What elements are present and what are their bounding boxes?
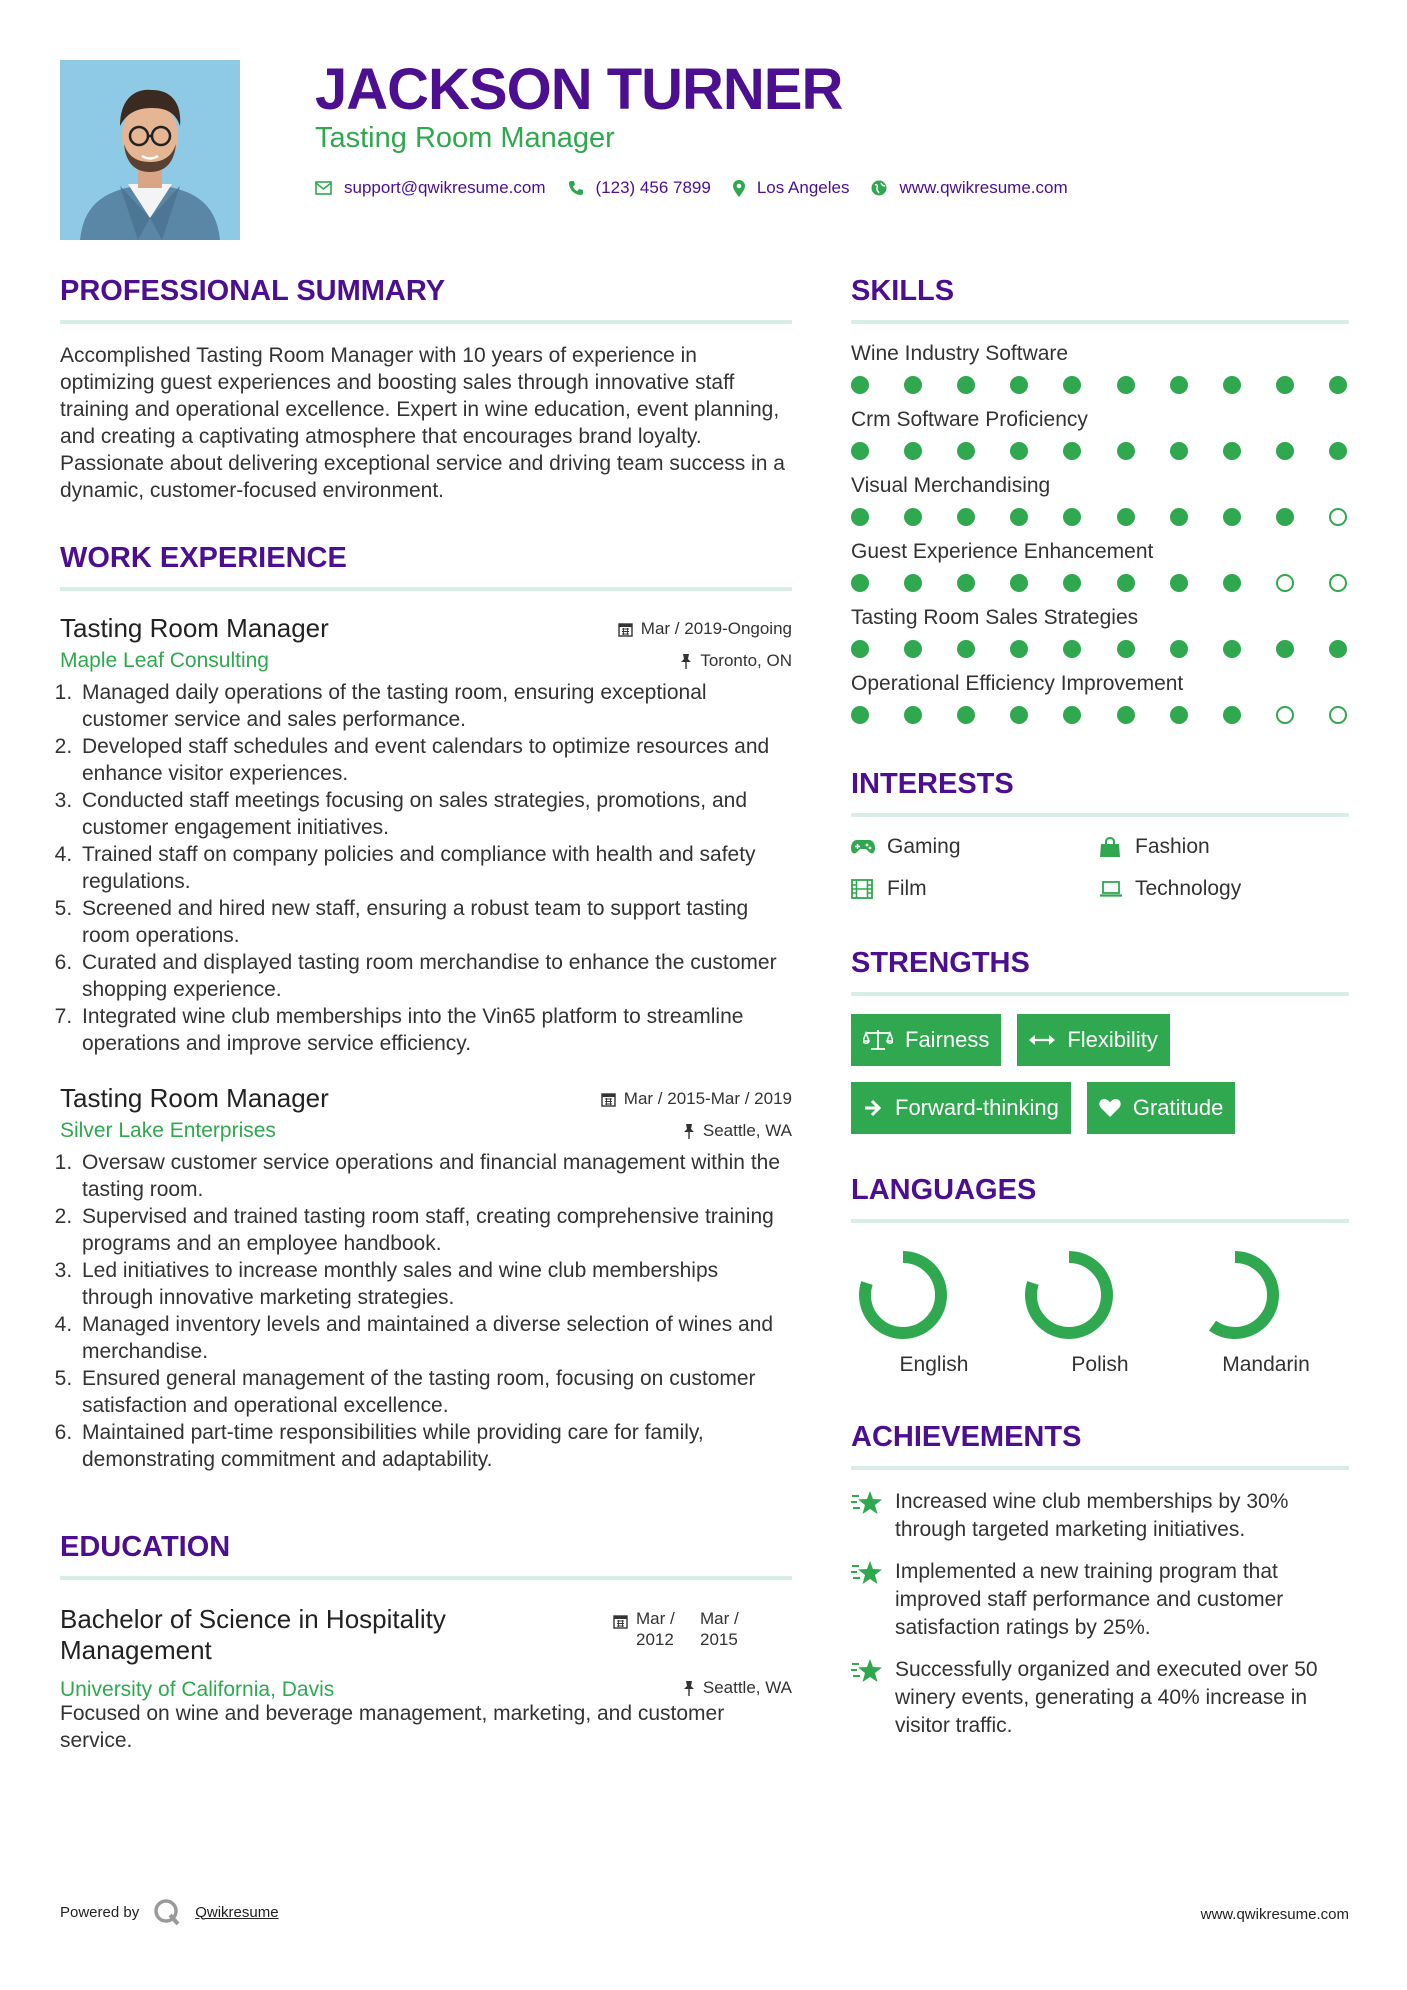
list-item: 4. Managed inventory levels and maintained a diverse selection of wines and merchandise. [78,1311,792,1365]
skill-dot-filled [1329,640,1347,658]
achievement-item [851,1656,1349,1740]
skill-dot-filled [1010,376,1028,394]
interest-label: Film [887,877,927,900]
skill-name: Operational Efficiency Improvement [851,672,1184,695]
candidate-title: Tasting Room Manager [315,122,615,154]
list-item: 2. Supervised and trained tasting room staff, creating comprehensive training programs and an employee handbook. [78,1203,792,1257]
strength-tag [1087,1082,1236,1134]
skill-dot-empty [1329,508,1347,526]
skill-dot-filled [1117,442,1135,460]
achievement-text: Successfully organized and executed over 50 winery events, generating a 40% increase in visitor traffic. [895,1658,1318,1737]
skill-dot-filled [1010,574,1028,592]
skill-dot-filled [957,574,975,592]
heart-icon [1099,1098,1121,1118]
strength-label: Fairness [905,1027,990,1052]
skill-dot-filled [1170,442,1188,460]
summary-heading: PROFESSIONAL SUMMARY [60,275,792,324]
right-column [851,275,1349,1754]
job-company: Silver Lake Enterprises [60,1119,276,1142]
skill-dot-filled [957,508,975,526]
skill-dot-filled [957,706,975,724]
job-dates-text: Mar / 2019-Ongoing [640,619,792,638]
achievement-text: Increased wine club memberships by 30% through targeted marketing initiatives. [895,1490,1289,1541]
powered-by-label: Powered by [60,1903,140,1921]
job-location [683,1121,792,1141]
contact-location-text: Los Angeles [756,178,850,197]
skill-dot-filled [1170,706,1188,724]
skill-dot-filled [1223,574,1241,592]
skill-dot-filled [1117,376,1135,394]
skill-item [851,606,1349,658]
achievements-heading: ACHIEVEMENTS [851,1421,1349,1470]
skill-dot-filled [904,640,922,658]
skill-rating [851,508,1349,526]
skill-dot-filled [1117,574,1135,592]
strength-tag [851,1082,1071,1134]
strengths-heading: STRENGTHS [851,947,1349,996]
envelope-icon [315,181,332,195]
balance-scale-icon [863,1029,893,1051]
education-entry [60,1598,792,1701]
skill-dot-filled [1329,442,1347,460]
skill-dot-filled [1329,376,1347,394]
skill-dot-empty [1276,706,1294,724]
skill-dot-filled [957,640,975,658]
skill-dot-filled [1223,442,1241,460]
language-item [1183,1241,1349,1377]
skill-dot-filled [1223,508,1241,526]
job-location-text: Toronto, ON [700,651,792,670]
skill-dot-filled [957,376,975,394]
skill-rating [851,706,1349,724]
strength-label: Gratitude [1132,1095,1224,1120]
job-company: Maple Leaf Consulting [60,649,269,672]
list-item: 7. Integrated wine club memberships into the Vin65 platform to streamline operations and improve service efficiency. [78,1003,792,1057]
skills-heading: SKILLS [851,275,1349,324]
footer-site[interactable]: www.qwikresume.com [1200,1906,1349,1923]
language-item [1017,1241,1183,1377]
gamepad-icon [851,839,875,855]
skill-dot-filled [851,508,869,526]
arrow-right-icon [863,1098,883,1118]
interest-item [851,877,1099,901]
skill-name: Guest Experience Enhancement [851,540,1154,563]
strengths-list [851,1014,1349,1134]
job-role: Tasting Room Manager [60,1083,329,1113]
calendar-icon [618,622,633,637]
education-location-text: Seattle, WA [702,1678,792,1697]
skill-item [851,474,1349,526]
strength-label: Flexibility [1067,1027,1158,1052]
job-entry [60,1079,792,1473]
skill-dot-filled [904,508,922,526]
language-item [851,1241,1017,1377]
education-degree: Bachelor of Science in Hospitality Management [60,1604,446,1665]
skill-name: Crm Software Proficiency [851,408,1088,431]
achievement-text: Implemented a new training program that improved staff performance and customer satisfaction ratings by 25%. [895,1560,1284,1639]
list-item: 6. Maintained part-time responsibilities while providing care for family, demonstrating commitment and adaptability. [78,1419,792,1473]
job-dates [601,1089,792,1109]
qwikresume-logo-icon [153,1898,181,1926]
skill-dot-filled [1170,574,1188,592]
skill-dot-filled [1063,706,1081,724]
interest-item [851,835,1099,859]
language-name: Mandarin [1222,1353,1310,1376]
skill-dot-empty [1329,574,1347,592]
skill-dot-filled [1223,706,1241,724]
strength-label: Forward-thinking [895,1095,1059,1120]
skill-dot-filled [851,376,869,394]
candidate-name: JACKSON TURNER [315,57,843,122]
left-column [60,275,792,1754]
skill-dot-filled [1063,574,1081,592]
list-item: 5. Screened and hired new staff, ensuring a robust team to support tasting room operations. [78,895,792,949]
list-item: 5. Ensured general management of the tasting room, focusing on customer satisfaction and operational excellence. [78,1365,792,1419]
film-icon [851,879,875,899]
calendar-icon [601,1092,616,1107]
education-location [683,1678,792,1698]
skill-dot-filled [1010,706,1028,724]
phone-icon [568,180,584,196]
arrows-horizontal-icon [1029,1033,1055,1047]
pushpin-icon [683,1124,695,1139]
skill-dot-empty [1329,706,1347,724]
contact-bar [315,178,1090,198]
skill-dot-filled [904,376,922,394]
list-item: 3. Conducted staff meetings focusing on sales strategies, promotions, and customer engagement initiatives. [78,787,792,841]
contact-phone[interactable] [568,178,711,198]
skill-dot-filled [904,574,922,592]
job-location-text: Seattle, WA [702,1121,792,1140]
summary-text: Accomplished Tasting Room Manager with 10 years of experience in optimizing guest experiences and boosting sales through innovative staff training and operational excellence. Expert in wine education, event planning, and creating a captivating atmosphere that encourages brand loyalty. Passionate about delivering exceptional service and driving team success in a dynamic, customer-focused environment. [60,344,785,502]
skills-list [851,342,1349,724]
list-item: 6. Curated and displayed tasting room merchandise to enhance the customer shopping experience. [78,949,792,1003]
language-progress-ring [1187,1247,1283,1343]
skill-dot-filled [1117,706,1135,724]
contact-email[interactable] [315,178,546,198]
achievement-item [851,1558,1349,1642]
skill-dot-filled [851,442,869,460]
achievement-item [851,1488,1349,1544]
job-bullets [78,1149,792,1473]
languages-heading: LANGUAGES [851,1174,1349,1223]
language-name: English [899,1353,969,1376]
skill-dot-filled [1170,508,1188,526]
interest-label: Technology [1135,877,1242,900]
skill-item [851,342,1349,394]
list-item: 2. Developed staff schedules and event calendars to optimize resources and enhance visitor experiences. [78,733,792,787]
skill-name: Tasting Room Sales Strategies [851,606,1139,629]
skill-dot-filled [904,442,922,460]
contact-location [733,178,850,198]
skill-dot-filled [851,706,869,724]
job-entry [60,609,792,1057]
job-role: Tasting Room Manager [60,613,329,643]
skill-dot-filled [1010,442,1028,460]
qwikresume-link[interactable]: Qwikresume [195,1903,279,1921]
laptop-icon [1099,881,1123,897]
skill-dot-filled [1170,376,1188,394]
interest-label: Fashion [1135,835,1210,858]
language-name: Polish [1071,1353,1129,1376]
skill-dot-filled [1117,640,1135,658]
job-dates [618,619,792,639]
skill-name: Wine Industry Software [851,342,1069,365]
skill-item [851,408,1349,460]
skill-rating [851,376,1349,394]
skill-item [851,540,1349,592]
skill-dot-filled [1276,376,1294,394]
job-dates-text: Mar / 2015-Mar / 2019 [623,1089,792,1108]
calendar-icon [613,1614,628,1634]
achievements-list [851,1488,1349,1740]
skill-item [851,672,1349,724]
skill-dot-filled [1223,376,1241,394]
contact-email-text: support@qwikresume.com [344,178,546,197]
shopping-bag-icon [1099,837,1123,857]
skill-dot-filled [1063,376,1081,394]
interests-list [851,835,1349,901]
languages-list [851,1241,1349,1377]
job-location [680,651,792,671]
skill-dot-filled [1063,442,1081,460]
skill-dot-empty [1276,574,1294,592]
list-item: 4. Trained staff on company policies and compliance with health and safety regulations. [78,841,792,895]
contact-website-text: www.qwikresume.com [899,178,1068,197]
profile-photo [60,60,240,240]
footer-powered-by [60,1898,279,1926]
star-icon [851,1488,895,1544]
contact-phone-text: (123) 456 7899 [595,178,711,197]
skill-dot-filled [957,442,975,460]
language-progress-ring [1021,1247,1117,1343]
language-progress-ring [855,1247,951,1343]
skill-rating [851,640,1349,658]
map-marker-icon [733,180,745,197]
skill-name: Visual Merchandising [851,474,1051,497]
contact-website[interactable] [871,178,1067,198]
job-bullets [78,679,792,1057]
pushpin-icon [680,654,692,669]
pushpin-icon [683,1681,695,1696]
education-school: University of California, Davis [60,1678,335,1701]
interest-item [1099,835,1349,859]
interests-heading: INTERESTS [851,768,1349,817]
skill-rating [851,442,1349,460]
skill-dot-filled [1063,508,1081,526]
star-icon [851,1558,895,1642]
strength-tag [1017,1014,1169,1066]
education-dates [613,1608,764,1650]
experience-heading: WORK EXPERIENCE [60,542,792,591]
skill-rating [851,574,1349,592]
education-heading: EDUCATION [60,1531,792,1580]
list-item: 1. Managed daily operations of the tasting room, ensuring exceptional customer service and sales performance. [78,679,792,733]
skill-dot-filled [1010,640,1028,658]
skill-dot-filled [1170,640,1188,658]
strength-tag [851,1014,1001,1066]
skill-dot-filled [904,706,922,724]
avatar [60,60,240,240]
education-date-start: Mar / 2012 [636,1609,675,1649]
skill-dot-filled [1223,640,1241,658]
skill-dot-filled [1276,508,1294,526]
education-description: Focused on wine and beverage management, marketing, and customer service. [60,1702,725,1752]
interest-item [1099,877,1349,901]
globe-icon [871,180,887,196]
skill-dot-filled [1010,508,1028,526]
education-date-end: Mar / 2015 [700,1609,739,1649]
skill-dot-filled [851,640,869,658]
list-item: 3. Led initiatives to increase monthly sales and wine club memberships through innovative marketing strategies. [78,1257,792,1311]
list-item: 1. Oversaw customer service operations and financial management within the tasting room. [78,1149,792,1203]
star-icon [851,1656,895,1740]
skill-dot-filled [1063,640,1081,658]
interest-label: Gaming [887,835,961,858]
skill-dot-filled [1276,640,1294,658]
skill-dot-filled [1117,508,1135,526]
skill-dot-filled [851,574,869,592]
skill-dot-filled [1276,442,1294,460]
